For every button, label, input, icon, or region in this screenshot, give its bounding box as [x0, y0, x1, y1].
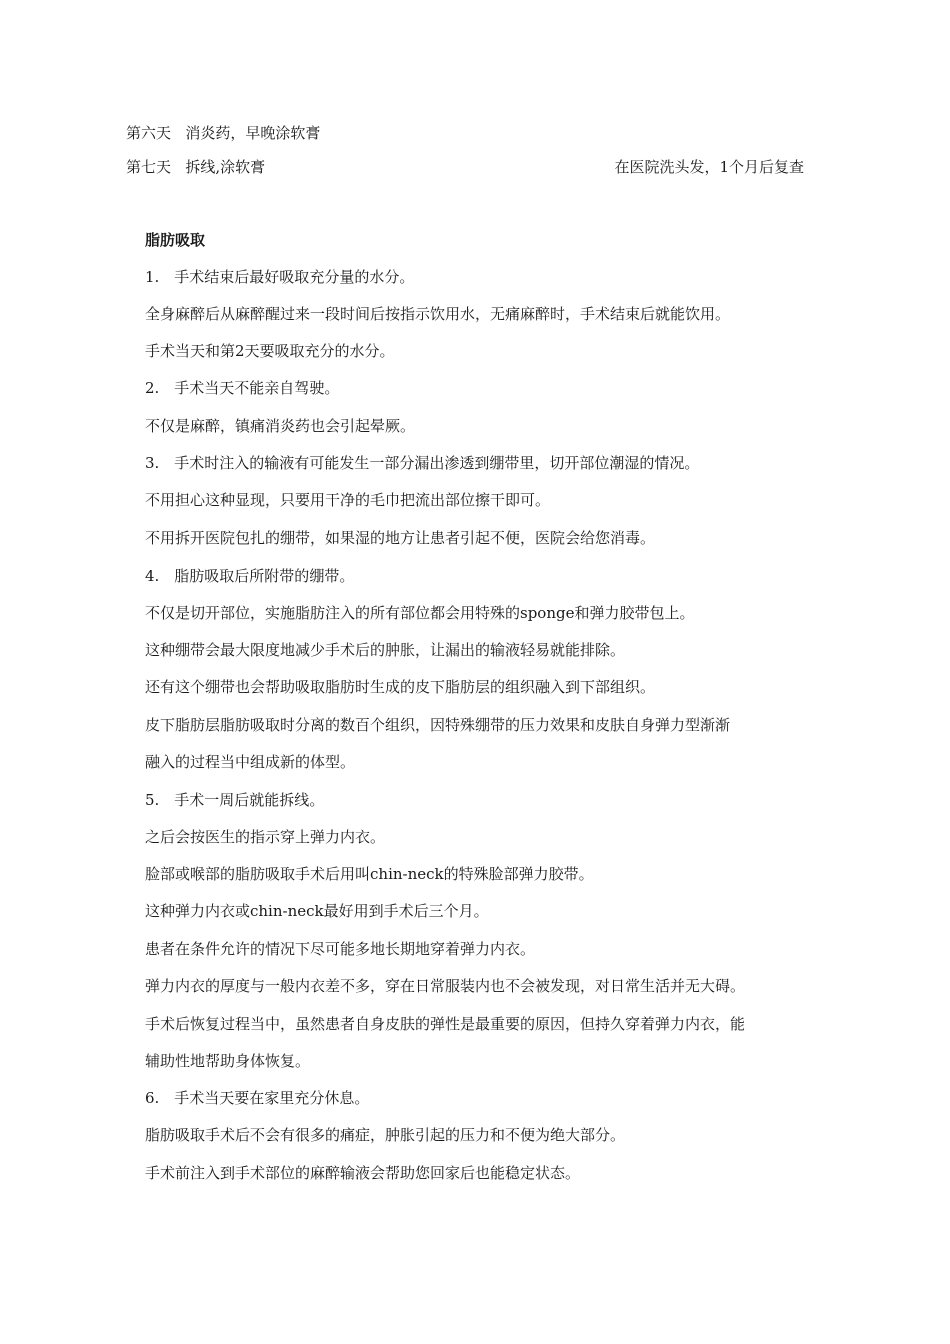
body-line: 5. 手术一周后就能拆线。 [145, 791, 325, 809]
body-line: 弹力内衣的厚度与一般内衣差不多，穿在日常服装内也不会被发现，对日常生活并无大碍。 [145, 977, 746, 995]
schedule-line-day7 [126, 157, 804, 177]
body-line: 不用拆开医院包扎的绷带，如果湿的地方让患者引起不便，医院会给您消毒。 [145, 529, 656, 547]
body-line: 3. 手术时注入的输液有可能发生一部分漏出渗透到绷带里，切开部位潮湿的情况。 [145, 454, 700, 472]
body-line: 辅助性地帮助身体恢复。 [145, 1052, 311, 1070]
schedule-day: 第七天 [126, 158, 172, 176]
section-title: 脂肪吸取 [145, 231, 206, 249]
body-line: 脂肪吸取手术后不会有很多的痛症，肿胀引起的压力和不便为绝大部分。 [145, 1126, 626, 1144]
body-line: 6. 手术当天要在家里充分休息。 [145, 1089, 370, 1107]
body-line: 1. 手术结束后最好吸取充分量的水分。 [145, 268, 415, 286]
schedule-note: 在医院洗头发，1个月后复查 [614, 158, 804, 176]
body-line: 还有这个绷带也会帮助吸取脂肪时生成的皮下脂肪层的组织融入到下部组织。 [145, 678, 656, 696]
schedule-text: 拆线,涂软膏 [185, 158, 266, 176]
schedule-day: 第六天 [126, 124, 172, 142]
body-line: 之后会按医生的指示穿上弹力内衣。 [145, 828, 386, 846]
schedule-line-day6 [126, 123, 320, 143]
body-line: 脸部或喉部的脂肪吸取手术后用叫chin-neck的特殊脸部弹力胶带。 [145, 865, 594, 883]
body-line: 皮下脂肪层脂肪吸取时分离的数百个组织，因特殊绷带的压力效果和皮肤自身弹力型渐渐 [145, 716, 731, 734]
body-line: 手术当天和第2天要吸取充分的水分。 [145, 342, 395, 360]
body-line: 不用担心这种显现，只要用干净的毛巾把流出部位擦干即可。 [145, 491, 551, 509]
body-line: 患者在条件允许的情况下尽可能多地长期地穿着弹力内衣。 [145, 940, 536, 958]
schedule-text: 消炎药，早晚涂软膏 [185, 124, 321, 142]
body-line: 这种绷带会最大限度地减少手术后的肿胀，让漏出的输液轻易就能排除。 [145, 641, 626, 659]
body-line: 手术前注入到手术部位的麻醉输液会帮助您回家后也能稳定状态。 [145, 1164, 581, 1182]
body-line: 不仅是麻醉，镇痛消炎药也会引起晕厥。 [145, 417, 416, 435]
body-line: 这种弹力内衣或chin-neck最好用到手术后三个月。 [145, 902, 489, 920]
body-line: 融入的过程当中组成新的体型。 [145, 753, 356, 771]
body-line: 4. 脂肪吸取后所附带的绷带。 [145, 567, 355, 585]
body-line: 全身麻醉后从麻醉醒过来一段时间后按指示饮用水，无痛麻醉时，手术结束后就能饮用。 [145, 305, 731, 323]
body-line: 2. 手术当天不能亲自驾驶。 [145, 379, 340, 397]
body-line: 手术后恢复过程当中，虽然患者自身皮肤的弹性是最重要的原因，但持久穿着弹力内衣，能 [145, 1015, 746, 1033]
body-line: 不仅是切开部位，实施脂肪注入的所有部位都会用特殊的sponge和弹力胶带包上。 [145, 604, 695, 622]
